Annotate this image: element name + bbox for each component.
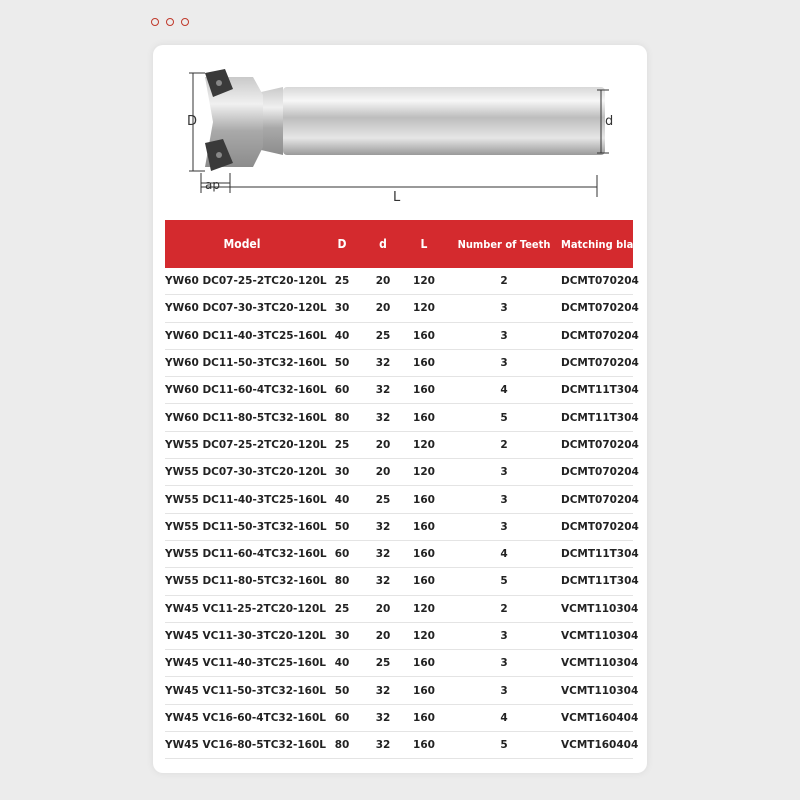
cell-d: 20: [375, 602, 391, 615]
label-d: d: [605, 114, 614, 129]
cell-blade: DCMT11T304: [561, 384, 639, 397]
spec-table: [165, 220, 648, 759]
table-header: [165, 220, 648, 268]
table-row: [165, 705, 639, 732]
cell-teeth: 2: [500, 275, 508, 288]
cell-L: 120: [413, 438, 435, 451]
cell-D: 40: [334, 657, 350, 670]
cell-L: 120: [413, 630, 435, 642]
cell-d: 20: [375, 302, 391, 315]
cell-d: 32: [375, 739, 391, 752]
cell-L: 160: [413, 575, 435, 588]
cell-D: 40: [334, 329, 350, 342]
cell-model: YW60 DC11-80-5TC32-160L: [165, 411, 327, 424]
cell-model: YW60 DC11-40-3TC25-160L: [165, 329, 327, 342]
table-row: [165, 377, 639, 404]
table-row: [165, 623, 639, 650]
cell-d: 32: [375, 684, 391, 697]
cell-teeth: 4: [500, 384, 508, 397]
cell-model: YW60 DC07-25-2TC20-120L: [165, 275, 327, 288]
label-D: D: [187, 114, 198, 129]
header-L: L: [420, 237, 428, 251]
table-row: [165, 350, 639, 377]
cell-model: YW45 VC11-50-3TC32-160L: [165, 684, 326, 697]
cell-D: 30: [334, 466, 350, 479]
cell-model: YW55 DC11-40-3TC25-160L: [165, 493, 327, 506]
cell-model: YW55 DC11-60-4TC32-160L: [165, 548, 327, 561]
table-body: [165, 268, 639, 759]
cell-D: 60: [334, 384, 350, 397]
table-row: [165, 295, 639, 322]
dot-2: [166, 18, 174, 26]
table-row: [165, 541, 639, 568]
table-row: [165, 650, 639, 677]
cell-d: 25: [375, 329, 391, 342]
shank: [283, 87, 605, 155]
cell-blade: DCMT070204: [561, 302, 639, 315]
cell-D: 50: [334, 357, 350, 370]
cell-d: 25: [375, 657, 391, 670]
cell-L: 160: [413, 657, 435, 670]
cell-D: 25: [334, 602, 350, 615]
dot-1: [151, 18, 159, 26]
cell-L: 120: [413, 275, 435, 288]
cell-d: 32: [375, 548, 391, 561]
cell-D: 50: [334, 520, 350, 533]
cell-L: 160: [413, 411, 435, 424]
table-row: [165, 732, 639, 759]
cell-blade: DCMT070204: [561, 438, 639, 451]
cell-d: 20: [375, 466, 391, 479]
end-mill-drawing: [153, 45, 647, 215]
cell-model: YW60 DC11-60-4TC32-160L: [165, 384, 327, 397]
cell-teeth: 3: [500, 520, 508, 533]
cell-model: YW45 VC11-30-3TC20-120L: [165, 630, 326, 642]
cell-L: 160: [413, 739, 435, 752]
cell-L: 160: [413, 711, 435, 724]
cell-L: 160: [413, 493, 435, 506]
cell-L: 160: [413, 684, 435, 697]
cell-D: 30: [334, 630, 350, 642]
cell-model: YW45 VC16-60-4TC32-160L: [165, 711, 326, 724]
cell-teeth: 2: [500, 602, 508, 615]
cell-teeth: 5: [500, 575, 508, 588]
cell-d: 20: [375, 438, 391, 451]
cell-model: YW45 VC16-80-5TC32-160L: [165, 739, 326, 752]
table-row: [165, 677, 639, 704]
cell-L: 160: [413, 548, 435, 561]
cell-D: 40: [334, 493, 350, 506]
cell-L: 120: [413, 302, 435, 315]
cell-D: 60: [334, 711, 350, 724]
cell-model: YW45 VC11-40-3TC25-160L: [165, 657, 326, 670]
cell-D: 60: [334, 548, 350, 561]
table-row: [165, 486, 639, 513]
cell-model: YW55 DC11-80-5TC32-160L: [165, 575, 327, 588]
cell-teeth: 3: [500, 466, 508, 479]
cell-L: 120: [413, 602, 435, 615]
cell-model: YW45 VC11-25-2TC20-120L: [165, 602, 326, 615]
cell-d: 32: [375, 575, 391, 588]
cell-d: 20: [375, 630, 391, 642]
cell-teeth: 3: [500, 630, 508, 642]
cell-blade: DCMT11T304: [561, 548, 639, 561]
cell-d: 25: [375, 493, 391, 506]
spec-card: [153, 45, 647, 773]
cell-D: 80: [334, 411, 350, 424]
cell-D: 30: [334, 302, 350, 315]
table-row: [165, 323, 639, 350]
cell-blade: VCMT110304: [561, 684, 639, 697]
cell-L: 120: [413, 466, 435, 479]
table-row: [165, 404, 639, 431]
cell-blade: DCMT11T304: [561, 575, 639, 588]
tool-diagram: [153, 45, 647, 215]
label-L: L: [393, 190, 401, 205]
cell-blade: VCMT160404: [561, 711, 639, 724]
cell-blade: DCMT070204: [561, 275, 639, 288]
cell-D: 25: [334, 438, 350, 451]
cell-teeth: 4: [500, 711, 508, 724]
cell-blade: VCMT110304: [561, 602, 639, 615]
cell-teeth: 3: [500, 493, 508, 506]
table-row: [165, 514, 639, 541]
table-row: [165, 459, 639, 486]
label-ap: ap: [205, 178, 220, 192]
cell-d: 32: [375, 384, 391, 397]
cell-blade: DCMT070204: [561, 466, 639, 479]
cell-d: 32: [375, 357, 391, 370]
header-blade: Matching blade: [561, 237, 648, 251]
cell-blade: DCMT070204: [561, 493, 639, 506]
cell-L: 160: [413, 329, 435, 342]
cell-teeth: 3: [500, 657, 508, 670]
cell-d: 32: [375, 711, 391, 724]
cell-L: 160: [413, 384, 435, 397]
decorative-dots: [151, 18, 189, 26]
cell-model: YW55 DC07-30-3TC20-120L: [165, 466, 327, 479]
cell-model: YW60 DC07-30-3TC20-120L: [165, 302, 327, 315]
cell-d: 32: [375, 520, 391, 533]
table-row: [165, 568, 639, 595]
header-D: D: [337, 237, 347, 251]
cell-D: 80: [334, 739, 350, 752]
header-teeth: Number of Teeth: [457, 237, 551, 251]
cell-model: YW55 DC07-25-2TC20-120L: [165, 438, 327, 451]
cell-D: 25: [334, 275, 350, 288]
cell-d: 20: [375, 275, 391, 288]
cell-blade: DCMT070204: [561, 329, 639, 342]
cell-blade: DCMT070204: [561, 357, 639, 370]
cell-model: YW60 DC11-50-3TC32-160L: [165, 357, 327, 370]
table-row: [165, 432, 639, 459]
cell-teeth: 3: [500, 357, 508, 370]
cell-teeth: 3: [500, 329, 508, 342]
dot-3: [181, 18, 189, 26]
cell-D: 80: [334, 575, 350, 588]
cell-blade: VCMT110304: [561, 657, 639, 670]
cell-D: 50: [334, 684, 350, 697]
cell-blade: DCMT11T304: [561, 411, 639, 424]
cell-teeth: 5: [500, 739, 508, 752]
cell-L: 160: [413, 357, 435, 370]
table-row: [165, 268, 639, 295]
cell-blade: VCMT160404: [561, 739, 639, 752]
cell-teeth: 3: [500, 684, 508, 697]
header-d: d: [379, 237, 387, 251]
table-row: [165, 596, 639, 623]
cell-teeth: 3: [500, 302, 508, 315]
cell-L: 160: [413, 520, 435, 533]
cell-d: 32: [375, 411, 391, 424]
cell-teeth: 5: [500, 411, 508, 424]
cell-blade: VCMT110304: [561, 630, 639, 642]
cell-blade: DCMT070204: [561, 520, 639, 533]
cell-teeth: 4: [500, 548, 508, 561]
header-model: Model: [223, 237, 261, 251]
cell-model: YW55 DC11-50-3TC32-160L: [165, 520, 327, 533]
cell-teeth: 2: [500, 438, 508, 451]
